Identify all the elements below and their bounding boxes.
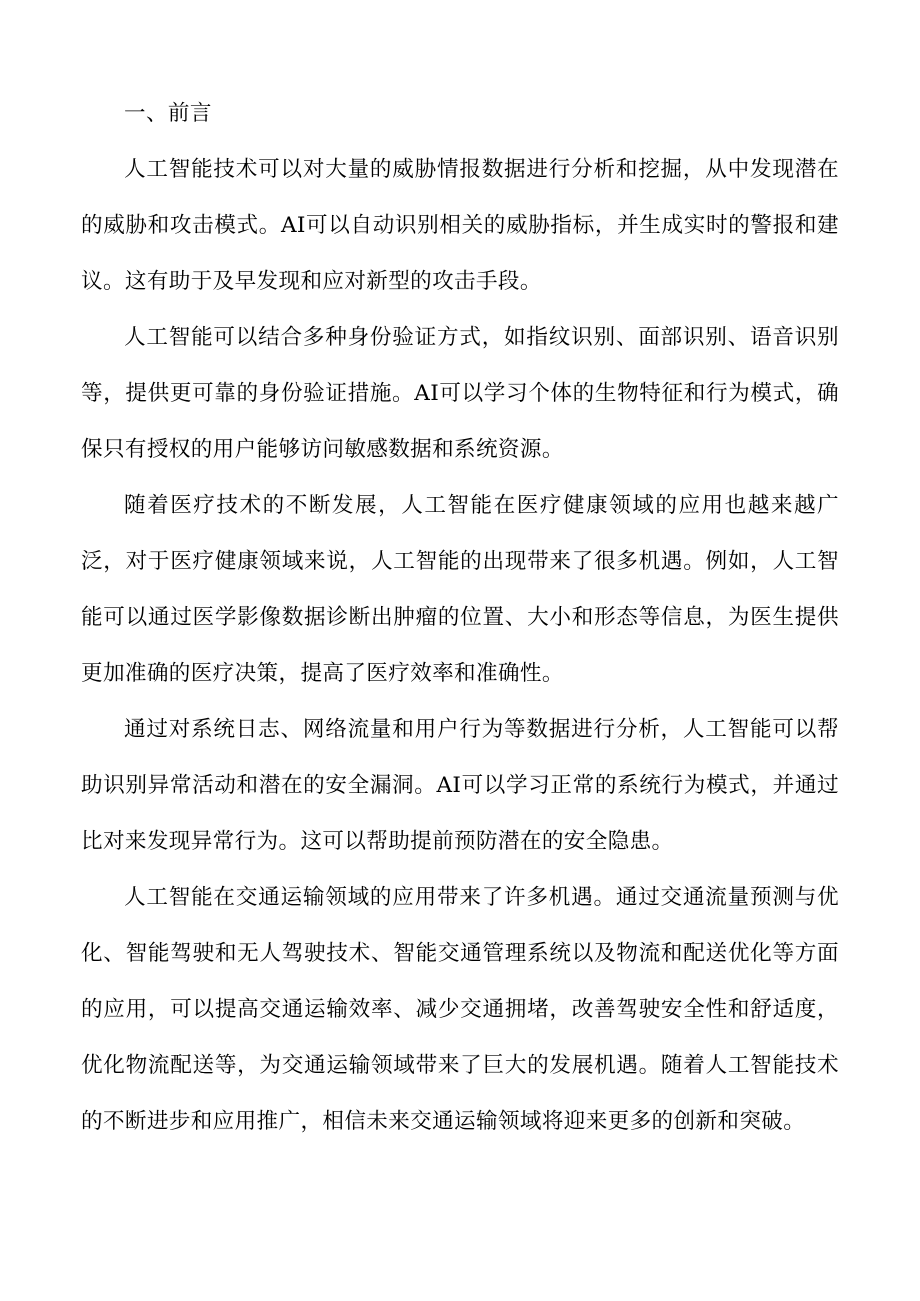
paragraph-medical-health: 随着医疗技术的不断发展，人工智能在医疗健康领域的应用也越来越广泛，对于医疗健康领域来说，人工智能的出现带来了很多机遇。例如，人工智能可以通过医学影像数据诊断出肿瘤的位置、大小和形态等信息，为医生提供更加准确的医疗决策，提高了医疗效率和准确性。 xyxy=(81,493,839,686)
paragraph-anomaly-detection: 通过对系统日志、网络流量和用户行为等数据进行分析，人工智能可以帮助识别异常活动和潜在的安全漏洞。AI可以学习正常的系统行为模式，并通过比对来发现异常行为。这可以帮助提前预防潜在的安全隐患。 xyxy=(81,717,839,854)
paragraph-identity-verification: 人工智能可以结合多种身份验证方式，如指纹识别、面部识别、语音识别等，提供更可靠的身份验证措施。AI可以学习个体的生物特征和行为模式，确保只有授权的用户能够访问敏感数据和系统资源。 xyxy=(81,325,839,462)
paragraph-transportation: 人工智能在交通运输领域的应用带来了许多机遇。通过交通流量预测与优化、智能驾驶和无人驾驶技术、智能交通管理系统以及物流和配送优化等方面的应用，可以提高交通运输效率、减少交通拥堵，改善驾驶安全性和舒适度，优化物流配送等，为交通运输领域带来了巨大的发展机遇。随着人工智能技术的不断进步和应用推广，相信未来交通运输领域将迎来更多的创新和突破。 xyxy=(81,885,839,1134)
section-heading: 一、前言 xyxy=(124,101,212,126)
paragraph-threat-intelligence: 人工智能技术可以对大量的威胁情报数据进行分析和挖掘，从中发现潜在的威胁和攻击模式。AI可以自动识别相关的威胁指标，并生成实时的警报和建议。这有助于及早发现和应对新型的攻击手段。 xyxy=(81,157,839,294)
document-body xyxy=(81,86,839,1150)
